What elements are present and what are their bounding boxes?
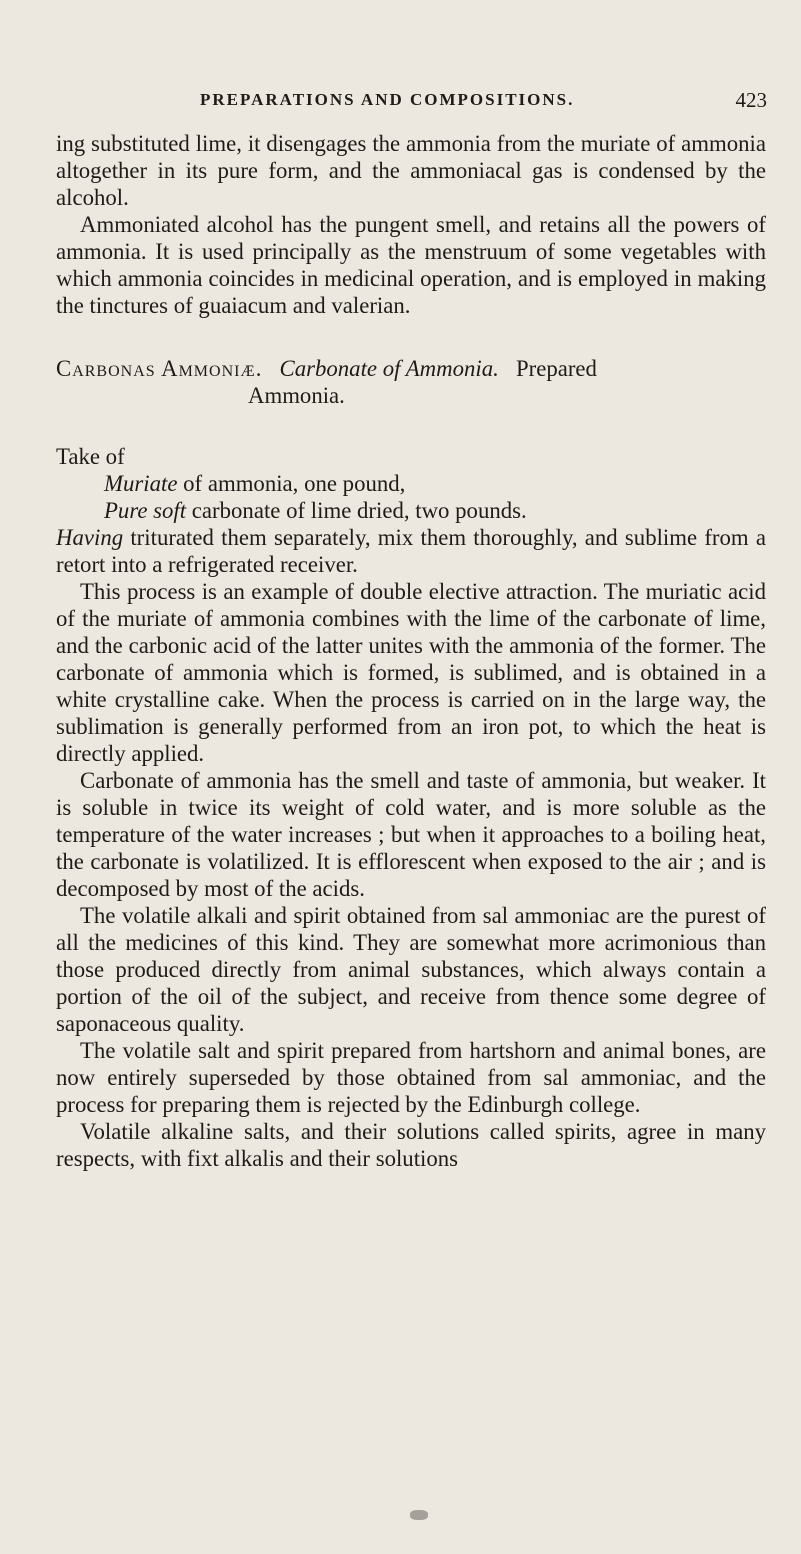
- page-number: 423: [735, 88, 767, 112]
- paragraph-alkaline-salts: Volatile alkaline salts, and their solutions called spirits, agree in many respects, with fixt alkalis and their solutions: [56, 1119, 766, 1171]
- paragraph-continuation: ing substituted lime, it disengages the ammonia from the muriate of ammonia altogether in its pure form, and the ammoniacal gas is condensed by the alcohol.: [56, 131, 766, 210]
- ingredient-rest: of ammonia, one pound,: [177, 471, 406, 496]
- section-heading: [56, 355, 766, 409]
- ingredient-item: [56, 497, 766, 524]
- ingredient-item: [56, 470, 766, 497]
- paragraph-properties: Carbonate of ammonia has the smell and taste of ammonia, but weaker. It is soluble in twice its weight of cold water, and is more soluble as the temperature of the water increases ; but when it approaches to a boiling heat, the carbonate is volatilized. It is efflorescent when exposed to the air ; and is decomposed by most of the acids.: [56, 768, 766, 901]
- paragraph-process: This process is an example of double elective attraction. The muriatic acid of the muriate of ammonia combines with the lime of the carbonate of lime, and the carbonic acid of the latter unites with the ammonia of the former. The carbonate of ammonia which is formed, is sublimed, and is obtained in a white crystalline cake. When the process is carried on in the large way, the sublimation is generally performed from an iron pot, to which the heat is directly applied.: [56, 579, 766, 766]
- heading-second-line: Ammonia.: [248, 383, 345, 408]
- paragraph-hartshorn: The volatile salt and spirit prepared from hartshorn and animal bones, are now entirely superseded by those obtained from sal ammoniac, and the process for preparing them is rejected by the Edinburgh college.: [56, 1038, 766, 1117]
- ingredient-name: Pure soft: [104, 498, 187, 523]
- heading-english-name: Carbonate of Ammonia.: [279, 356, 499, 381]
- paragraph-volatile-alkali: The volatile alkali and spirit obtained from sal ammoniac are the purest of all the medicines of this kind. They are somewhat more acrimonious than those produced directly from animal substances, which always contain a portion of the oil of the subject, and receive from thence some degree of saponaceous quality.: [56, 903, 766, 1036]
- page-header: [200, 90, 767, 114]
- ingredient-name: Muriate: [104, 471, 178, 496]
- directions-text: triturated them separately, mix them thoroughly, and sublime from a retort into a refrigerated receiver.: [56, 525, 766, 577]
- take-of-label: Take of: [56, 444, 125, 469]
- paragraph-ammoniated-alcohol: Ammoniated alcohol has the pungent smell, and retains all the powers of ammonia. It is used principally as the menstruum of some vegetables with which ammonia coincides in medicinal operation, and is employed in making the tinctures of guaiacum and valerian.: [56, 212, 766, 318]
- ink-smudge: [410, 1510, 428, 1520]
- directions-italic-start: Having: [56, 525, 124, 550]
- directions-paragraph: [56, 524, 766, 578]
- heading-tail: Prepared: [515, 356, 597, 381]
- body-text: [56, 130, 766, 1172]
- ingredient-rest: carbonate of lime dried, two pounds.: [186, 498, 527, 523]
- heading-latin-name: Carbonas Ammoniæ.: [56, 356, 263, 381]
- running-title: PREPARATIONS AND COMPOSITIONS.: [200, 90, 575, 109]
